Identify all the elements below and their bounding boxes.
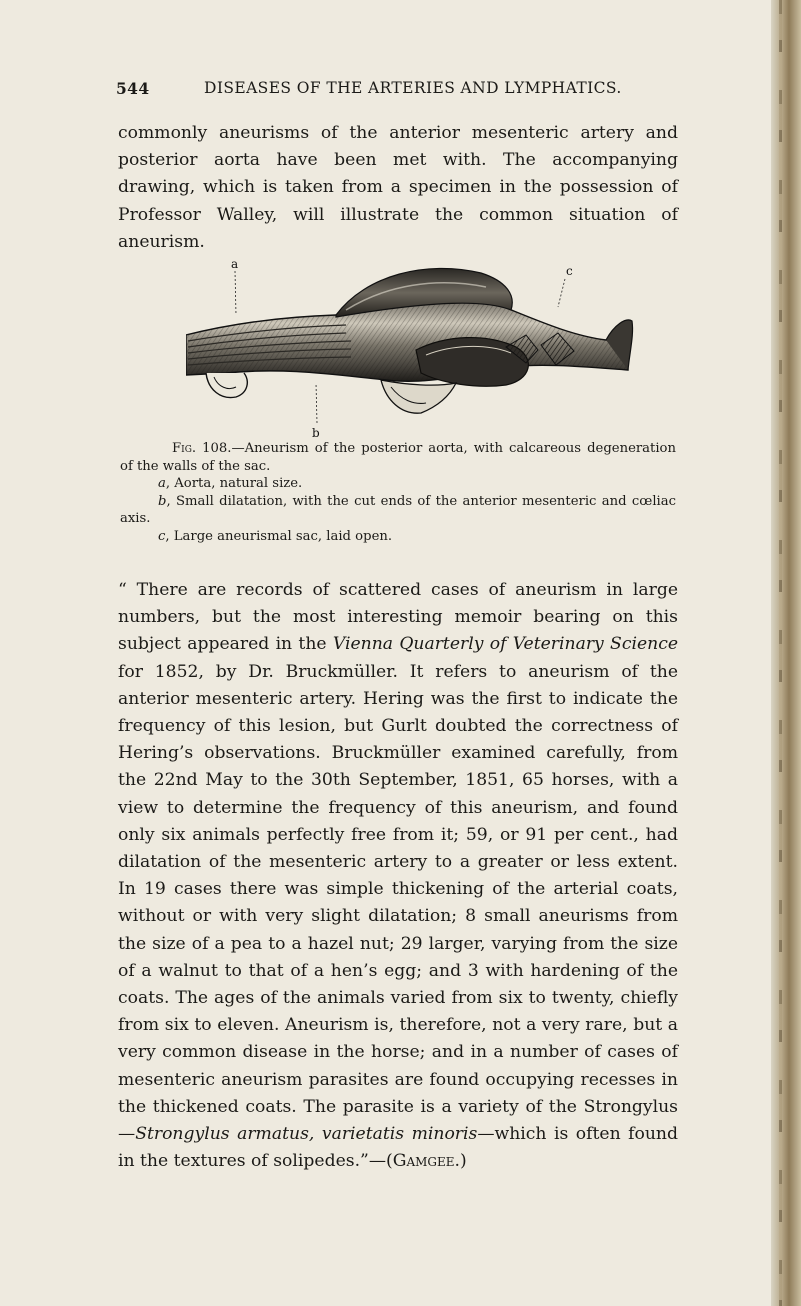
quote-part-2: for 1852, by Dr. Bruckmüller. It refers to aneurism of the anterior mesenteric artery. Hering was the first to indicate the frequency of this lesion, but Gurlt doubted the correctness of Hering’s observations. Bruckmüller examined carefully, from the 22nd May to the 30th September, 1851, 65 horses, with a view to determine the frequency of this aneurism, and found only six animals perfectly free from it; 59, or 91 per cent., had dilatation of the mesenteric artery to a greater or less extent. In 19 cases there was simple thickening of the arterial coats, without or with very slight dilatation; 8 small aneurisms from the size of a pea to a hazel nut; 29 larger, varying from the size of a walnut to that of a hen’s egg; and 3 with hardening of the coats. The ages of the animals varied from six to twenty, chiefly from six to eleven. Aneurism is, therefore, not a very rare, but a very common disease in the horse; and in a number of cases of mesenteric aneurism parasites are found occupying recesses in the thickened coats. The parasite is a variety of the Strongylus— — [118, 661, 678, 1145]
book-page-edge — [771, 0, 801, 1306]
paragraph-intro: commonly aneurisms of the anterior mesenteric artery and posterior aorta have been met with. The accompanying drawing, which is taken from a specimen in the possession of Professor Walley, will illustrate the common situation of aneurism. — [118, 123, 678, 252]
caption-fig-label: Fig. — [172, 441, 197, 456]
figure-label-b: b — [312, 426, 320, 440]
paragraph-quotation — [118, 577, 678, 1175]
caption-item-a — [120, 475, 676, 493]
aorta-drawing — [186, 255, 634, 440]
caption-key-c: c — [158, 528, 166, 544]
author-name: Gamgee — [392, 1151, 455, 1172]
caption-text-c: , Large aneurismal sac, laid open. — [165, 528, 393, 544]
figure-label-c: c — [566, 264, 573, 278]
caption-text-a: , Aorta, natural size. — [165, 476, 303, 492]
caption-title-text: 108.—Aneurism of the posterior aorta, with calcareous degeneration of the walls of the sac. — [120, 441, 676, 474]
figure-caption — [120, 440, 676, 546]
caption-key-b: b — [158, 493, 167, 509]
aneurism-illustration — [186, 255, 634, 440]
caption-title — [120, 440, 676, 475]
caption-item-c — [120, 528, 676, 546]
figure-label-a: a — [231, 257, 239, 271]
species-name: Strongylus armatus, varietatis minoris — [135, 1124, 478, 1145]
quote-part-3: —which is often found in the textures of solipedes.”—( — [118, 1124, 678, 1172]
journal-title: Vienna Quarterly of Veterinary Science — [332, 634, 678, 655]
quote-part-4: .) — [454, 1151, 467, 1172]
quote-part-1: “ There are records of scattered cases of aneurism in large numbers, but the most interesting memoir bearing on this subject appeared in the — [118, 580, 678, 655]
caption-text-b: , Small dilatation, with the cut ends of the anterior mesenteric and cœliac axis. — [120, 493, 676, 527]
page-number: 544 — [116, 79, 150, 98]
caption-key-a: a — [158, 476, 166, 492]
caption-item-b — [120, 493, 676, 528]
running-title: DISEASES OF THE ARTERIES AND LYMPHATICS. — [204, 79, 622, 97]
